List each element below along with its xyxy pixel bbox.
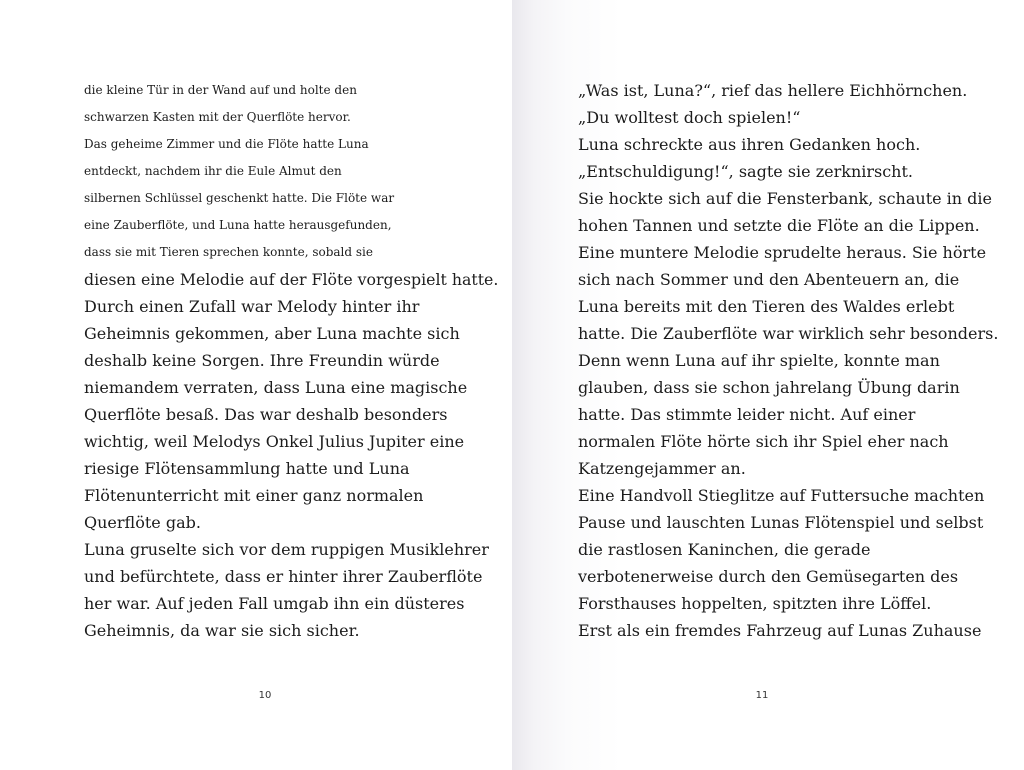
left-page-text bbox=[84, 77, 498, 644]
text-line: eine Zauberflöte, und Luna hatte herausgefunden, bbox=[84, 218, 392, 232]
text-line: Katzengejammer an. bbox=[578, 459, 746, 478]
text-line: diesen eine Melodie auf der Flöte vorgespielt hatte. bbox=[84, 270, 499, 289]
text-line: hatte. Die Zauberflöte war wirklich sehr besonders. bbox=[578, 324, 999, 343]
text-line: Eine Handvoll Stieglitze auf Futtersuche machten bbox=[578, 486, 985, 505]
text-line: Eine muntere Melodie sprudelte heraus. Sie hörte bbox=[578, 243, 987, 262]
text-line: die kleine Tür in der Wand auf und holte den bbox=[84, 83, 357, 97]
text-line: schwarzen Kasten mit der Querflöte hervor. bbox=[84, 110, 351, 124]
text-line: entdeckt, nachdem ihr die Eule Almut den bbox=[84, 164, 342, 178]
text-line: und befürchtete, dass er hinter ihrer Zauberflöte bbox=[84, 567, 483, 586]
text-line: Durch einen Zufall war Melody hinter ihr bbox=[84, 297, 420, 316]
text-line: silbernen Schlüssel geschenkt hatte. Die Flöte war bbox=[84, 191, 395, 205]
text-line: Luna bereits mit den Tieren des Waldes erlebt bbox=[578, 297, 955, 316]
text-line: die rastlosen Kaninchen, die gerade bbox=[578, 540, 871, 559]
text-line: Pause und lauschten Lunas Flötenspiel und selbst bbox=[578, 513, 984, 532]
text-line: Das geheime Zimmer und die Flöte hatte Luna bbox=[84, 137, 369, 151]
text-line: hatte. Das stimmte leider nicht. Auf einer bbox=[578, 405, 916, 424]
text-line: Erst als ein fremdes Fahrzeug auf Lunas Zuhause bbox=[578, 621, 982, 640]
text-line: „Was ist, Luna?“, rief das hellere Eichhörnchen. bbox=[578, 81, 968, 100]
text-line: Querflöte besaß. Das war deshalb besonders bbox=[84, 405, 448, 424]
text-line: dass sie mit Tieren sprechen konnte, sobald sie bbox=[84, 245, 373, 259]
right-page-text bbox=[578, 77, 998, 644]
text-line: hohen Tannen und setzte die Flöte an die Lippen. bbox=[578, 216, 980, 235]
text-line: wichtig, weil Melodys Onkel Julius Jupiter eine bbox=[84, 432, 465, 451]
text-line: „Entschuldigung!“, sagte sie zerknirscht. bbox=[578, 162, 913, 181]
page-number-left: 10 bbox=[258, 690, 272, 701]
text-line: glauben, dass sie schon jahrelang Übung darin bbox=[578, 378, 960, 397]
text-line: verbotenerweise durch den Gemüsegarten des bbox=[578, 567, 959, 586]
text-line: Forsthauses hoppelten, spitzten ihre Löffel. bbox=[578, 594, 932, 613]
text-line: Flötenunterricht mit einer ganz normalen bbox=[84, 486, 424, 505]
text-line: niemandem verraten, dass Luna eine magische bbox=[84, 378, 468, 397]
text-line: „Du wolltest doch spielen!“ bbox=[578, 108, 801, 127]
page-number-right: 11 bbox=[755, 690, 769, 701]
text-line: sich nach Sommer und den Abenteuern an, die bbox=[578, 270, 960, 289]
text-line: Luna schreckte aus ihren Gedanken hoch. bbox=[578, 135, 921, 154]
text-line: Geheimnis gekommen, aber Luna machte sich bbox=[84, 324, 460, 343]
text-line: Geheimnis, da war sie sich sicher. bbox=[84, 621, 360, 640]
text-line: Denn wenn Luna auf ihr spielte, konnte man bbox=[578, 351, 940, 370]
text-line: Luna gruselte sich vor dem ruppigen Musiklehrer bbox=[84, 540, 489, 559]
right-page bbox=[512, 0, 1024, 770]
text-line: riesige Flötensammlung hatte und Luna bbox=[84, 459, 410, 478]
text-line: Sie hockte sich auf die Fensterbank, schaute in die bbox=[578, 189, 993, 208]
text-line: Querflöte gab. bbox=[84, 513, 201, 532]
text-line: normalen Flöte hörte sich ihr Spiel eher nach bbox=[578, 432, 949, 451]
text-line: deshalb keine Sorgen. Ihre Freundin würde bbox=[84, 351, 440, 370]
text-line: her war. Auf jeden Fall umgab ihn ein düsteres bbox=[84, 594, 465, 613]
